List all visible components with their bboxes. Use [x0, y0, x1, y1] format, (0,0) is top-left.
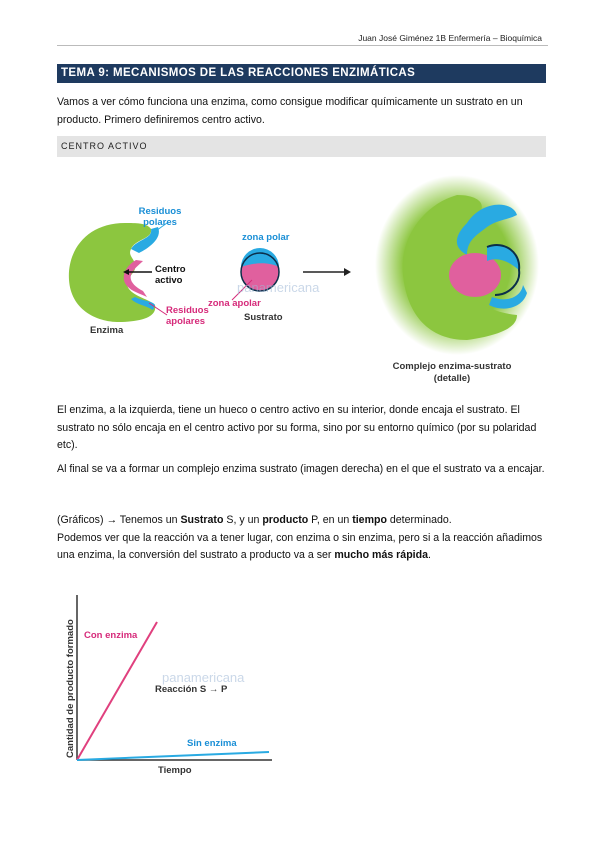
- watermark: panamericana: [237, 280, 320, 295]
- bold-term: tiempo: [352, 514, 387, 526]
- sin-enzima-line: [77, 752, 269, 760]
- paragraph-complejo: Al final se va a formar un complejo enzima sustrato (imagen derecha) en el que el sustrato va a encajar.: [57, 463, 545, 475]
- label-residuos-polares: Residuos polares: [138, 206, 182, 228]
- bold-term: Sustrato: [180, 514, 224, 526]
- label-detalle: (detalle): [433, 373, 471, 384]
- bold-term: mucho más rápida: [334, 549, 428, 561]
- text: (Gráficos) → Tenemos un: [57, 514, 181, 526]
- label-residuos-apolares: Residuos apolares: [166, 305, 209, 327]
- text: .: [427, 549, 431, 561]
- label-con-enzima: Con enzima: [84, 630, 138, 641]
- page-header: Juan José Giménez 1B Enfermería – Bioquímica: [358, 33, 542, 43]
- chapter-title: TEMA 9: MECANISMOS DE LAS REACCIONES ENZIMÁTICAS: [57, 64, 546, 83]
- arrow-icon: [344, 268, 351, 276]
- watermark: panamericana: [162, 670, 245, 685]
- complex-shape: [375, 175, 539, 355]
- label-complejo: Complejo enzima-sustrato: [392, 361, 512, 372]
- label-reaccion: Reacción S → P: [155, 684, 228, 695]
- header-rule: [57, 45, 548, 46]
- paragraph-enzima: El enzima, a la izquierda, tiene un hueco o centro activo en su interior, donde encaja el sustrato. El sustrato no sólo encaja en el centro activo por su forma, sino por su entorno químico (por su polaridad etc).: [57, 404, 537, 451]
- text: determinado.: [386, 514, 452, 526]
- graph-ylabel: Cantidad de producto formado: [65, 619, 76, 758]
- bold-term: producto: [262, 514, 309, 526]
- con-enzima-line: [77, 622, 157, 760]
- intro-paragraph: Vamos a ver cómo funciona una enzima, como consigue modificar químicamente un sustrato en un producto. Primero definiremos centro activo.: [57, 96, 523, 126]
- graph-xlabel: Tiempo: [158, 765, 192, 776]
- label-sin-enzima: Sin enzima: [187, 738, 237, 749]
- label-centro-activo: Centro activo: [155, 264, 186, 286]
- label-zona-apolar: zona apolar: [208, 298, 261, 309]
- section-heading: CENTRO ACTIVO: [57, 136, 546, 157]
- text: P, en un: [308, 514, 353, 526]
- text: Podemos ver que la reacción va a tener lugar, con enzima o sin enzima, pero si a la reacción añadimos una enzima, la conversión del sustrato a producto va a ser: [57, 531, 543, 561]
- label-zona-polar: zona polar: [242, 232, 290, 243]
- label-enzima: Enzima: [90, 325, 124, 336]
- label-sustrato: Sustrato: [244, 312, 283, 323]
- text: S, y un: [223, 514, 263, 526]
- paragraph-graficos: [57, 512, 547, 565]
